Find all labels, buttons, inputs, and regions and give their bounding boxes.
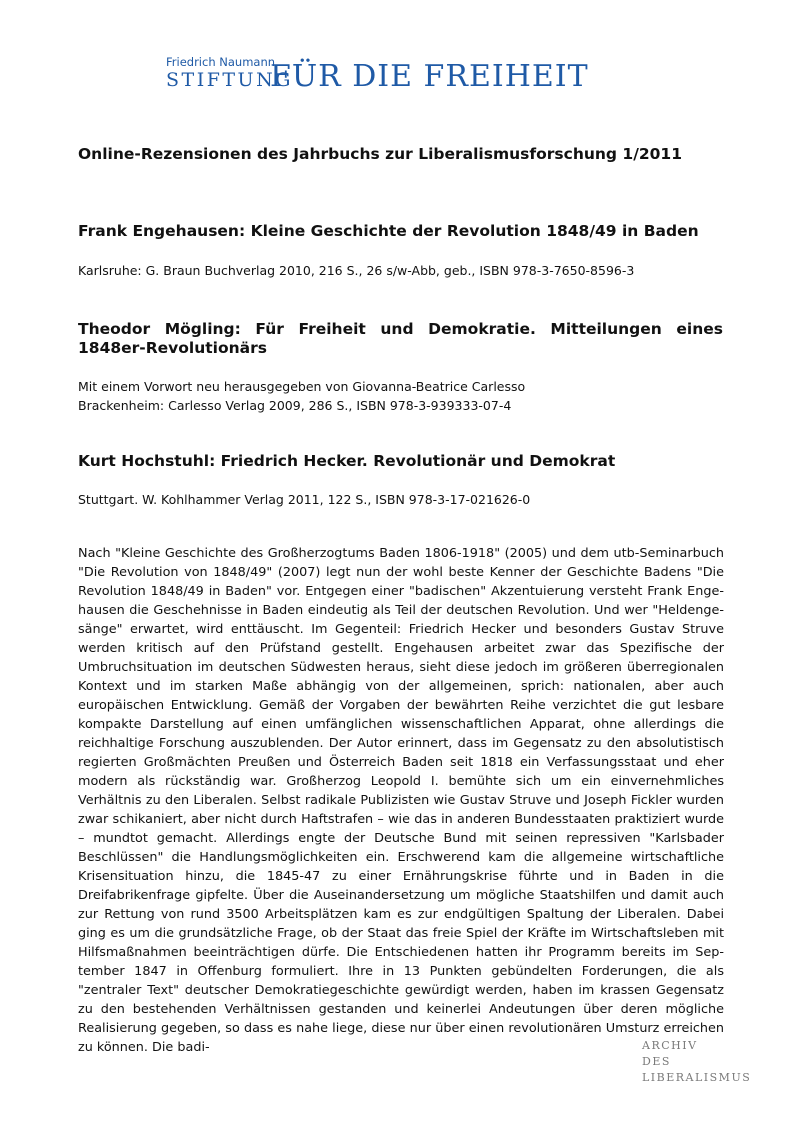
review-meta-2b: Brackenheim: Carlesso Verlag 2009, 286 S., ISBN 978-3-939333-07-4 xyxy=(78,398,512,413)
logo-slogan: FÜR DIE FREIHEIT xyxy=(270,59,589,94)
review-title-1: Frank Engehausen: Kleine Geschichte der Revolution 1848/49 in Baden xyxy=(78,222,699,240)
review-body-text: Nach "Kleine Geschichte des Großherzogtums Baden 1806-1918" (2005) und dem utb-Seminarbuch "Die Revolution von 1848/49" (2007) legt nun der wohl beste Kenner der Geschichte Badens "Die Revolution 1848/49 in Baden" vor. Entgegen einer "badischen" Akzentuierung versteht Frank Engehausen die Geschehnisse in Baden eindeutig als Teil der deutschen Revolution. Und wer "Heldengesänge" erwartet, wird enttäuscht. Im Gegenteil: Friedrich Hecker und besonders Gustav Struve werden kritisch auf den Prüfstand gestellt. Engehausen arbeitet zwar das Spezifische der Umbruchsituation im deutschen Südwesten heraus, sieht diese jedoch im größeren überregionalen Kontext und im starken Maße abhängig von der allgemeinen, sprich: nationalen, aber auch europäischen Entwicklung. Gemäß der Vorgaben der bewährten Reihe verzichtet die gut lesbare kompakte Darstellung auf einen umfänglichen wissenschaftlichen Apparat, ohne allerdings die reichhaltige Forschung auszublenden. Der Autor erinnert, dass im Gegensatz zu den absolutistisch regierten Großmächten Preußen und Österreich Baden seit 1818 ein Verfassungsstaat und eher modern als rückständig war. Großherzog Leopold I. bemühte sich um ein einvernehmliches Verhältnis zu den Liberalen. Selbst radikale Publizisten wie Gustav Struve und Joseph Fickler wurden zwar schikaniert, aber nicht durch Haftstrafen – wie das in anderen Bundesstaaten praktiziert wurde – mundtot gemacht. Allerdings engte der Deutsche Bund mit seinen repressiven "Karlsbader Beschlüssen" die Handlungsmöglichkeiten ein. Erschwerend kam die allgemeine wirtschaftliche Krisensituation hinzu, die 1845-47 zu einer Ernährungskrise führte und in Baden in die Dreifabrikenfrage gipfelte. Über die Auseinandersetzung um mögliche Staatshilfen und damit auch zur Rettung von rund 3500 Arbeitsplätzen kam es zur endgültigen Spaltung der Liberalen. Dabei ging es um die grundsätzliche Frage, ob der Staat das freie Spiel der Kräfte im Wirtschaftsleben mit Hilfsmaßnahmen beeinträchtigen dürfe. Die Entschiedenen hatten ihr Programm bereits im September 1847 in Offenburg formuliert. Ihre in 13 Punkten gebündelten Forderungen, die als "zentraler Text" deutscher Demokratiegeschichte gewürdigt werden, haben im krassen Gegensatz zu den bestehenden Verhältnissen gestanden und keinerlei Andeutungen über deren mögliche Realisierung gegeben, so dass es nahe liege, diese nur über einen revolutionären Umsturz erreichen zu können. Die badi- xyxy=(78,546,724,1055)
review-meta-2a: Mit einem Vorwort neu herausgegeben von Giovanna-Beatrice Carlesso xyxy=(78,379,526,394)
logo-foundation-name: Friedrich Naumann xyxy=(166,55,276,69)
archive-logo xyxy=(642,1038,751,1086)
foundation-logo xyxy=(166,56,606,100)
review-title-2: Theodor Mögling: Für Freiheit und Demokratie. Mitteilungen eines 1848er-Revolutionärs xyxy=(78,320,723,357)
logo-stiftung: STIFTUNG xyxy=(166,69,293,91)
review-meta-3: Stuttgart. W. Kohlhammer Verlag 2011, 122 S., ISBN 978-3-17-021626-0 xyxy=(78,492,531,507)
page-title: Online-Rezensionen des Jahrbuchs zur Liberalismusforschung 1/2011 xyxy=(78,145,683,163)
review-meta-1: Karlsruhe: G. Braun Buchverlag 2010, 216 S., 26 s/w-Abb, geb., ISBN 978-3-7650-8596-3 xyxy=(78,263,635,278)
review-title-3: Kurt Hochstuhl: Friedrich Hecker. Revolutionär und Demokrat xyxy=(78,452,616,470)
archive-logo-line-1: ARCHIV xyxy=(642,1039,698,1052)
archive-logo-line-2: DES xyxy=(642,1055,671,1068)
archive-logo-line-3: LIBERALISMUS xyxy=(642,1071,752,1084)
